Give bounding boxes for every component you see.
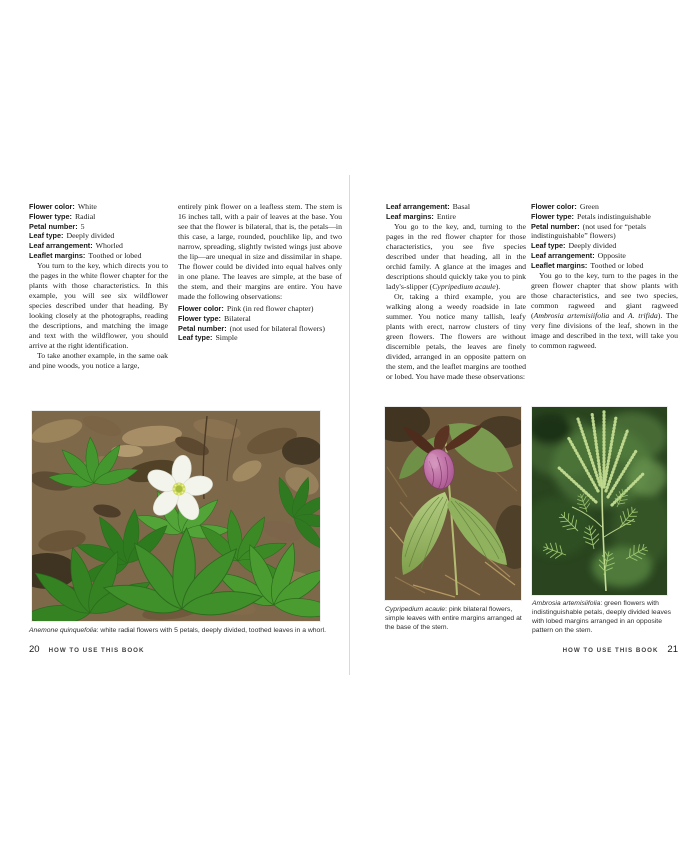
observation-row [178, 333, 342, 343]
species-name: Ambrosia artemisiifolia [533, 310, 610, 320]
left-page-column-2 [178, 202, 342, 343]
field-value: White [77, 202, 97, 211]
field-value: Pink (in red flower chapter) [226, 304, 314, 313]
observation-row [178, 324, 342, 334]
observation-row [29, 251, 168, 261]
running-head: HOW TO USE THIS BOOK [48, 647, 145, 654]
observation-row [386, 202, 526, 212]
paragraph-text: You go to the key, and, turning to the pages in the red flower chapter for those characteristics, you see five species described under that heading, all in the orchid family. A glance at the images and descriptions should quickly take you to pink lady's-slipper ( [386, 221, 526, 291]
observation-row [29, 212, 168, 222]
observation-row [29, 231, 168, 241]
field-label: Leaflet margins: [531, 260, 588, 270]
page-number: 20 [29, 644, 40, 655]
observation-row [386, 212, 526, 222]
field-label: Leaf arrangement: [531, 250, 595, 260]
ragweed-photo [532, 407, 667, 595]
field-label: Flower color: [178, 304, 224, 313]
anemone-caption [29, 626, 341, 635]
field-label: Leaf margins: [386, 211, 434, 221]
observation-row [531, 251, 678, 261]
species-name: Anemone quinquefolia [29, 627, 97, 634]
left-page-footer [29, 644, 144, 655]
observation-row [178, 304, 342, 314]
field-label: Leaf type: [531, 241, 566, 251]
field-label: Petal number: [178, 323, 227, 333]
caption-text: : green flowers with indistinguishable petals, deeply divided leaves with lobed margins arranged in an opposite pattern on the stem. [532, 600, 672, 634]
field-label: Flower type: [531, 211, 574, 221]
caption-text: : pink bilateral flowers, simple leaves with entire margins arranged at the base of the stem. [385, 606, 522, 631]
observation-row [178, 314, 342, 324]
observation-row [531, 241, 678, 251]
anemone-photo [32, 411, 320, 621]
ladyslipper-photo [385, 407, 521, 600]
field-value: Radial [74, 211, 96, 221]
field-value: Green [579, 202, 599, 211]
body-paragraph: Or, taking a third example, you are walking along a weedy roadside in late summer. You notice many tallish, leafy plants with erect, narrow clusters of tiny green flowers. The flowers are without discernible petals, the leaves are finely divided, arranged in an opposite pattern on the stem, and the leaflet margins are toothed or lobed. You have made these observations: [386, 291, 526, 381]
paragraph-text: ). The very fine divisions of the leaf, shown in the image and described in the text, will take you to common ragweed. [531, 310, 678, 350]
body-paragraph [386, 222, 526, 292]
field-value: (not used for bilateral flowers) [229, 323, 325, 333]
observation-row [531, 202, 678, 212]
species-name: Cypripedium acaule [385, 606, 446, 613]
paragraph-text: You go to the key, turn to the pages in the green flower chapter that show plants with those characteristics, and see two species, common ragweed and giant ragweed ( [531, 270, 678, 320]
ragweed-caption [532, 599, 680, 635]
observation-row [531, 222, 678, 242]
field-label: Petal number: [29, 221, 78, 231]
field-value: Opposite [597, 250, 626, 260]
right-page-column-1 [386, 202, 526, 382]
body-paragraph: entirely pink flower on a leafless stem. The stem is 16 inches tall, with a pair of leaves at the base. You see that the flower is bilateral, that is, the petals—in this case, a large, rounded, pouchlike lip, and two narrow, spreading, slightly twisted wings just above the lip—are unequal in size and dissimilar in shape. The flower could be divided into equal halves only in one plane. The leaves are simple, at the base of the stem, and their margins are entire. You have made the following observations: [178, 202, 342, 301]
observation-row [29, 202, 168, 212]
observation-row [531, 212, 678, 222]
page-number: 21 [667, 644, 678, 655]
body-paragraph: You turn to the key, which directs you to the pages in the white flower chapter for the plants with those characteristics. In this example, you will see six wildflower species described under that heading. By looking closely at the photographs, reading the descriptions, and matching the image and text with the wildflower, you should arrive at the right identification. [29, 260, 168, 350]
field-label: Flower type: [29, 211, 72, 221]
caption-text: : white radial flowers with 5 petals, deeply divided, toothed leaves in a whorl. [96, 627, 326, 634]
field-value: Toothed or lobed [590, 260, 644, 270]
body-paragraph [531, 271, 678, 351]
observation-row [531, 261, 678, 271]
field-label: Leaf arrangement: [386, 202, 450, 211]
field-value: Whorled [95, 241, 123, 251]
field-label: Petal number: [531, 221, 580, 231]
field-label: Flower color: [29, 202, 75, 211]
page-gutter-divider [349, 175, 350, 675]
right-page-footer [563, 644, 678, 655]
species-name: A. trifida [627, 310, 658, 320]
field-value: Toothed or lobed [88, 250, 142, 260]
field-label: Leaf arrangement: [29, 241, 93, 251]
field-value: Deeply divided [66, 231, 115, 241]
field-value: Petals indistinguishable [576, 211, 651, 221]
ladyslipper-caption [385, 605, 523, 632]
field-label: Leaf type: [29, 231, 64, 241]
observation-list [178, 304, 342, 343]
paragraph-text: ). [495, 281, 501, 291]
field-value: Basal [452, 202, 470, 211]
field-value: 5 [80, 221, 85, 231]
field-value: (not used for “petals indistinguishable” flowers) [531, 221, 647, 241]
field-label: Leaflet margins: [29, 250, 86, 260]
field-value: Entire [436, 211, 456, 221]
field-value: Deeply divided [568, 241, 617, 251]
species-name: Cypripedium acaule [432, 281, 496, 291]
right-page-column-2 [531, 202, 678, 351]
field-label: Flower color: [531, 202, 577, 211]
field-label: Flower type: [178, 313, 221, 323]
left-page-column-1 [29, 202, 168, 371]
observation-row [29, 241, 168, 251]
field-label: Leaf type: [178, 333, 213, 343]
species-name: Ambrosia artemisiifolia [532, 600, 601, 607]
paragraph-text: and [609, 310, 628, 320]
field-value: Bilateral [223, 313, 251, 323]
running-head: HOW TO USE THIS BOOK [562, 647, 659, 654]
field-value: Simple [215, 333, 238, 343]
body-paragraph: To take another example, in the same oak and pine woods, you notice a large, [29, 350, 168, 370]
observation-row [29, 222, 168, 232]
